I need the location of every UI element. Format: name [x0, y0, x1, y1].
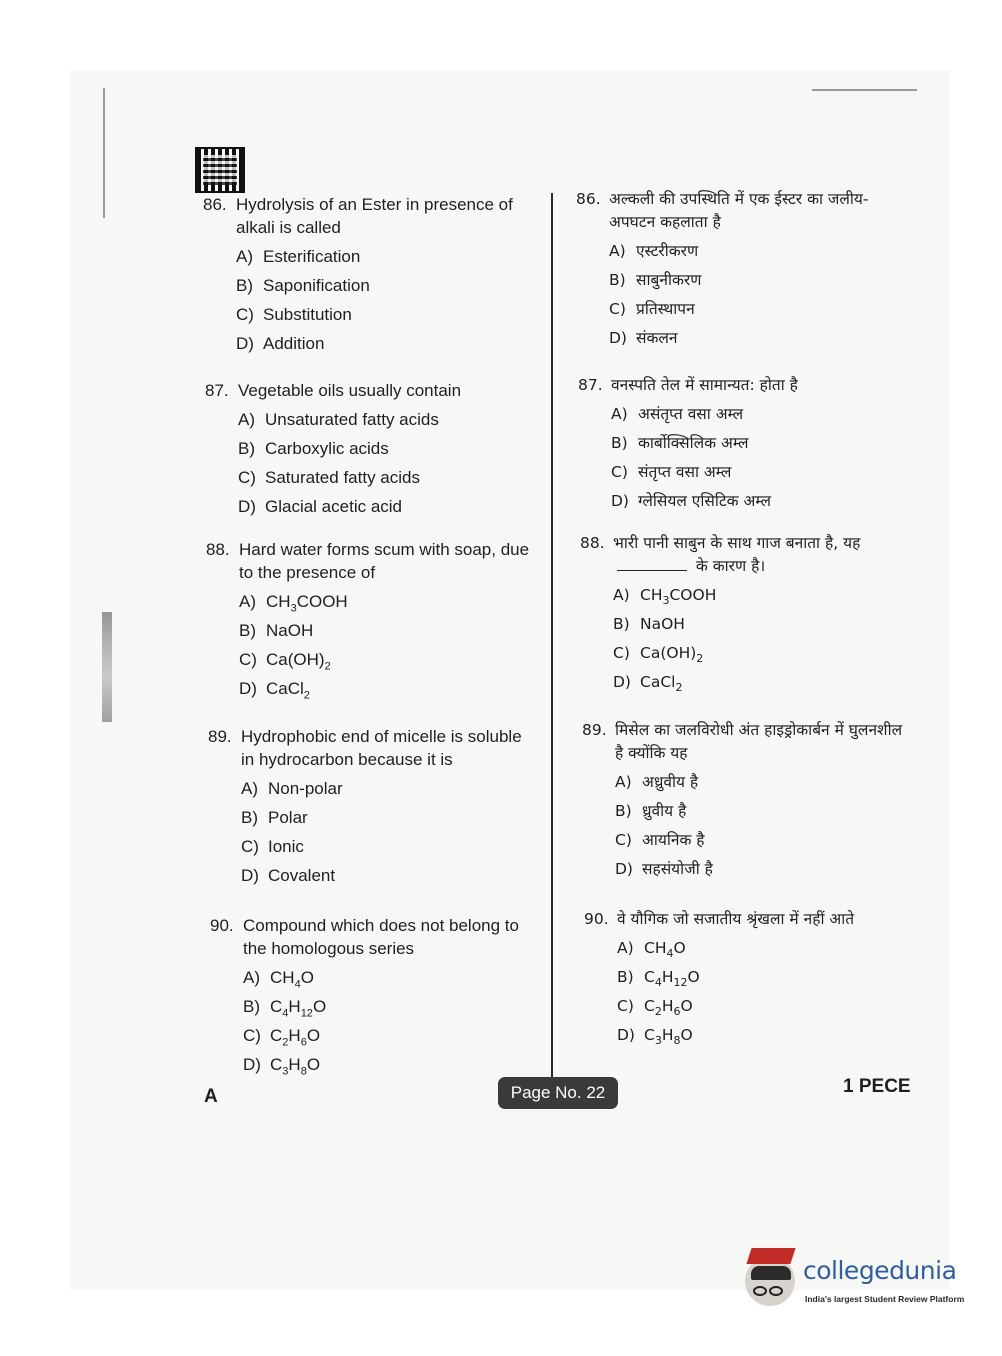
- series-label: A: [204, 1086, 218, 1107]
- question-text: मिसेल का जलविरोधी अंत हाइड्रोकार्बन में घुलनशील है क्योंकि यह: [615, 721, 903, 762]
- option-text: Polar: [268, 808, 308, 827]
- option-text: आयनिक है: [642, 831, 705, 849]
- answer-option: [617, 995, 914, 1018]
- option-label: D): [617, 1026, 635, 1044]
- answer-option: [238, 408, 535, 431]
- option-label: D): [611, 492, 629, 510]
- option-text: $C_3H_8O$: [644, 1026, 693, 1048]
- question-87-en: [205, 379, 535, 518]
- option-text: प्रतिस्थापन: [636, 300, 695, 318]
- question-stem: [584, 908, 914, 931]
- answer-option: [236, 303, 533, 326]
- option-text: $CH_4O$: [270, 968, 314, 991]
- option-label: C): [239, 650, 257, 669]
- answer-option: [615, 858, 912, 881]
- question-89-hi: [582, 719, 912, 881]
- answer-option: [615, 771, 912, 794]
- option-label: B): [238, 439, 255, 458]
- option-text: Carboxylic acids: [265, 439, 389, 458]
- option-label: D): [239, 679, 257, 698]
- option-text: NaOH: [266, 621, 314, 640]
- question-text: वनस्पति तेल में सामान्यत: होता है: [611, 376, 798, 394]
- answer-option: [609, 240, 906, 263]
- option-label: C): [236, 305, 254, 324]
- question-87-hi: [578, 374, 908, 513]
- option-text: Addition: [263, 334, 325, 353]
- option-text: $C_4H_{12}O$: [644, 968, 700, 990]
- option-label: B): [243, 997, 260, 1016]
- option-label: A): [615, 773, 632, 791]
- answer-option: [613, 642, 910, 665]
- question-89-en: [208, 725, 538, 887]
- option-label: D): [241, 866, 259, 885]
- option-text: सहसंयोजी है: [642, 860, 713, 878]
- answer-option: [613, 613, 910, 636]
- question-86-en: [203, 193, 533, 355]
- question-number: 86.: [203, 195, 227, 214]
- paper-code: 1 PECE: [843, 1076, 911, 1097]
- scan-edge-line: [103, 88, 105, 218]
- answer-option: [243, 1053, 540, 1076]
- question-text: Compound which does not belong to the homologous series: [243, 916, 519, 958]
- scan-edge-line-top: [812, 89, 917, 91]
- question-number: 87.: [578, 376, 603, 394]
- option-text: एस्टरीकरण: [636, 242, 699, 260]
- answer-option: [238, 466, 535, 489]
- answer-option: [243, 966, 540, 989]
- question-text: अल्कली की उपस्थिति में एक ईस्टर का जलीय-अपघटन कहलाता है: [609, 190, 869, 231]
- scan-smudge: [102, 612, 112, 722]
- option-label: B): [241, 808, 258, 827]
- answer-option: [611, 432, 908, 455]
- option-label: B): [239, 621, 256, 640]
- question-stem: [578, 374, 908, 397]
- answer-option: [617, 1024, 914, 1047]
- option-label: C): [243, 1026, 261, 1045]
- question-number: 90.: [210, 916, 234, 935]
- graduation-cap-icon: [746, 1248, 795, 1264]
- option-text: CaCl$_2$: [640, 673, 683, 695]
- question-text: Hard water forms scum with soap, due to the presence of: [239, 540, 530, 582]
- option-text: Covalent: [268, 866, 336, 885]
- option-label: D): [609, 329, 627, 347]
- answer-option: [617, 937, 914, 960]
- page-number-badge: Page No. 22: [498, 1077, 618, 1109]
- option-label: A): [238, 410, 255, 429]
- question-text: भारी पानी साबुन के साथ गाज बनाता है, यह के कारण है।: [613, 534, 861, 575]
- option-label: C): [617, 997, 634, 1015]
- option-label: C): [611, 463, 628, 481]
- option-text: असंतृप्त वसा अम्ल: [638, 405, 744, 423]
- answer-option: [611, 403, 908, 426]
- option-text: संकलन: [636, 329, 678, 347]
- answer-option: [609, 298, 906, 321]
- answer-option: [238, 495, 535, 518]
- question-number: 88.: [580, 534, 605, 552]
- column-divider: [551, 193, 553, 1079]
- barcode-icon: [195, 147, 245, 193]
- option-text: $C_3H_8O$: [270, 1055, 321, 1078]
- option-text: CaCl$_2$: [266, 679, 310, 702]
- question-88-en: [206, 538, 536, 700]
- question-stem: [576, 188, 906, 234]
- answer-option: [613, 671, 910, 694]
- option-label: B): [617, 968, 634, 986]
- option-text: $C_4H_{12}O$: [270, 997, 327, 1020]
- answer-option: [617, 966, 914, 989]
- option-label: B): [613, 615, 630, 633]
- question-number: 89.: [582, 721, 607, 739]
- question-88-hi: [580, 532, 910, 694]
- answer-option: [239, 590, 536, 613]
- option-text: Saturated fatty acids: [265, 468, 420, 487]
- question-number: 87.: [205, 381, 229, 400]
- option-label: C): [238, 468, 256, 487]
- option-text: NaOH: [640, 615, 685, 633]
- option-text: Esterification: [263, 247, 361, 266]
- answer-option: [239, 619, 536, 642]
- question-number: 89.: [208, 727, 232, 746]
- option-label: A): [243, 968, 260, 987]
- option-label: B): [236, 276, 253, 295]
- question-stem: [580, 532, 910, 578]
- option-text: $CH_4O$: [644, 939, 686, 961]
- option-text: ध्रुवीय है: [642, 802, 687, 820]
- option-text: $Ca(OH)_2$: [640, 644, 704, 666]
- question-text: वे यौगिक जो सजातीय श्रृंखला में नहीं आते: [617, 910, 855, 928]
- option-label: D): [613, 673, 631, 691]
- answer-option: [243, 1024, 540, 1047]
- answer-option: [239, 648, 536, 671]
- brand-name: collegedunia: [803, 1256, 957, 1285]
- question-stem: [208, 725, 538, 771]
- option-label: D): [238, 497, 256, 516]
- collegedunia-logo: [745, 1250, 970, 1310]
- option-label: B): [609, 271, 626, 289]
- answer-option: [241, 777, 538, 800]
- question-stem: [582, 719, 912, 765]
- answer-option: [239, 677, 536, 700]
- question-text: Vegetable oils usually contain: [238, 381, 462, 400]
- question-number: 90.: [584, 910, 609, 928]
- question-text: Hydrolysis of an Ester in presence of alkali is called: [236, 195, 513, 237]
- question-number: 86.: [576, 190, 601, 208]
- answer-option: [613, 584, 910, 607]
- option-text: $C_2H_6O$: [644, 997, 693, 1019]
- answer-option: [241, 864, 538, 887]
- option-label: D): [243, 1055, 261, 1074]
- option-text: $C_2H_6O$: [270, 1026, 321, 1049]
- answer-option: [611, 490, 908, 513]
- question-number: 88.: [206, 540, 230, 559]
- answer-option: [243, 995, 540, 1018]
- option-label: A): [241, 779, 258, 798]
- option-label: C): [609, 300, 626, 318]
- option-text: कार्बोक्सिलिक अम्ल: [638, 434, 749, 452]
- option-text: Ionic: [268, 837, 304, 856]
- question-stem: [205, 379, 535, 402]
- option-label: A): [613, 586, 630, 604]
- option-text: अध्रुवीय है: [642, 773, 699, 791]
- answer-option: [241, 835, 538, 858]
- option-text: Substitution: [263, 305, 352, 324]
- question-90-hi: [584, 908, 914, 1047]
- answer-option: [615, 800, 912, 823]
- answer-option: [615, 829, 912, 852]
- option-label: A): [611, 405, 628, 423]
- option-label: C): [241, 837, 259, 856]
- option-text: Glacial acetic acid: [265, 497, 403, 516]
- option-label: C): [615, 831, 632, 849]
- option-label: B): [615, 802, 632, 820]
- answer-option: [609, 327, 906, 350]
- option-text: $CH_3COOH$: [266, 592, 348, 615]
- option-text: Saponification: [263, 276, 370, 295]
- answer-option: [609, 269, 906, 292]
- option-text: Unsaturated fatty acids: [265, 410, 439, 429]
- answer-option: [236, 274, 533, 297]
- question-86-hi: [576, 188, 906, 350]
- option-label: A): [239, 592, 256, 611]
- answer-option: [611, 461, 908, 484]
- question-stem: [206, 538, 536, 584]
- option-text: ग्लेसियल एसिटिक अम्ल: [638, 492, 771, 510]
- brand-tagline: India's largest Student Review Platform: [805, 1294, 965, 1304]
- option-text: $Ca(OH)_2$: [266, 650, 331, 673]
- option-label: B): [611, 434, 628, 452]
- option-text: $CH_3COOH$: [640, 586, 717, 608]
- option-label: C): [613, 644, 630, 662]
- question-stem: [203, 193, 533, 239]
- answer-option: [241, 806, 538, 829]
- option-label: A): [609, 242, 626, 260]
- option-text: साबुनीकरण: [636, 271, 702, 289]
- answer-option: [238, 437, 535, 460]
- option-label: D): [236, 334, 254, 353]
- answer-option: [236, 245, 533, 268]
- answer-option: [236, 332, 533, 355]
- option-label: A): [236, 247, 253, 266]
- question-stem: [210, 914, 540, 960]
- question-text: Hydrophobic end of micelle is soluble in hydrocarbon because it is: [241, 727, 522, 769]
- option-text: संतृप्त वसा अम्ल: [638, 463, 732, 481]
- option-label: A): [617, 939, 634, 957]
- option-text: Non-polar: [268, 779, 343, 798]
- question-90-en: [210, 914, 540, 1076]
- option-label: D): [615, 860, 633, 878]
